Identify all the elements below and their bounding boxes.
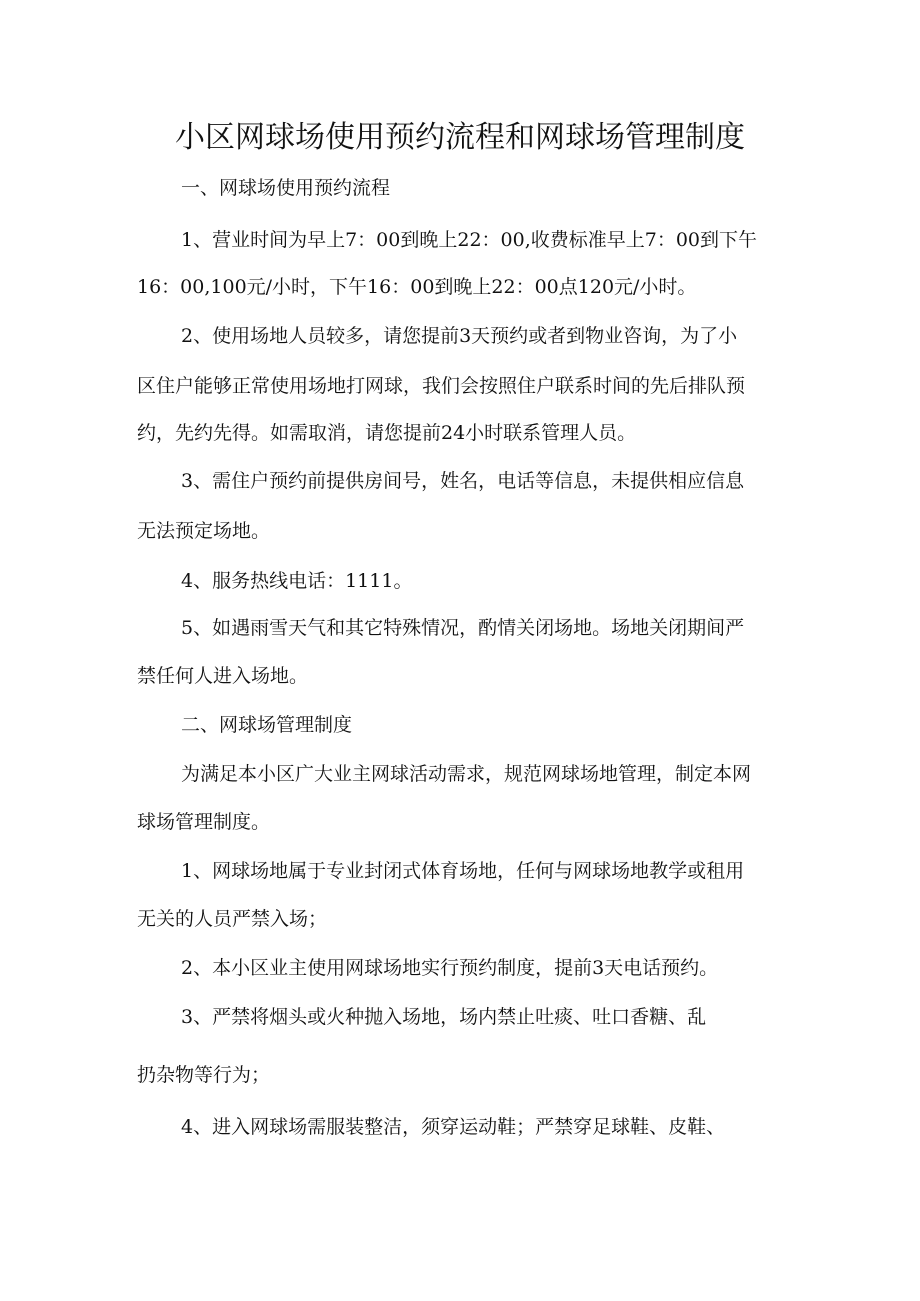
paragraph-line: 2、本小区业主使用网球场地实行预约制度，提前3天电话预约。 bbox=[181, 957, 719, 979]
paragraph-line: 1、营业时间为早上7：00到晚上22：00,收费标准早上7：00到下午 bbox=[181, 229, 758, 251]
paragraph-line: 禁任何人进入场地。 bbox=[137, 665, 309, 687]
paragraph-line: 扔杂物等行为； bbox=[137, 1064, 271, 1086]
paragraph-line: 无法预定场地。 bbox=[137, 520, 271, 542]
paragraph-line: 1、网球场地属于专业封闭式体育场地，任何与网球场地教学或租用 bbox=[181, 860, 745, 882]
paragraph-line: 球场管理制度。 bbox=[137, 811, 271, 833]
paragraph-line: 3、严禁将烟头或火种抛入场地，场内禁止吐痰、吐口香糖、乱 bbox=[181, 1006, 707, 1028]
paragraph-line: 5、如遇雨雪天气和其它特殊情况，酌情关闭场地。场地关闭期间严 bbox=[181, 617, 745, 639]
document-title: 小区网球场使用预约流程和网球场管理制度 bbox=[175, 120, 745, 155]
section-heading-booking: 一、网球场使用预约流程 bbox=[181, 177, 391, 199]
paragraph-line: 3、需住户预约前提供房间号，姓名，电话等信息，未提供相应信息 bbox=[181, 470, 745, 492]
paragraph-line: 区住户能够正常使用场地打网球，我们会按照住户联系时间的先后排队预 bbox=[137, 375, 746, 397]
paragraph-line: 16：00,100元/小时，下午16：00到晚上22：00点120元/小时。 bbox=[137, 276, 697, 298]
paragraph-line: 无关的人员严禁入场； bbox=[137, 908, 328, 930]
paragraph-line: 为满足本小区广大业主网球活动需求，规范网球场地管理，制定本网 bbox=[181, 763, 752, 785]
section-heading-management: 二、网球场管理制度 bbox=[181, 714, 353, 736]
paragraph-line: 2、使用场地人员较多，请您提前3天预约或者到物业咨询，为了小 bbox=[181, 325, 738, 347]
paragraph-line: 4、服务热线电话：1111。 bbox=[181, 570, 413, 592]
paragraph-line: 4、进入网球场需服装整洁，须穿运动鞋；严禁穿足球鞋、皮鞋、 bbox=[181, 1116, 726, 1138]
paragraph-line: 约，先约先得。如需取消，请您提前24小时联系管理人员。 bbox=[137, 422, 637, 444]
